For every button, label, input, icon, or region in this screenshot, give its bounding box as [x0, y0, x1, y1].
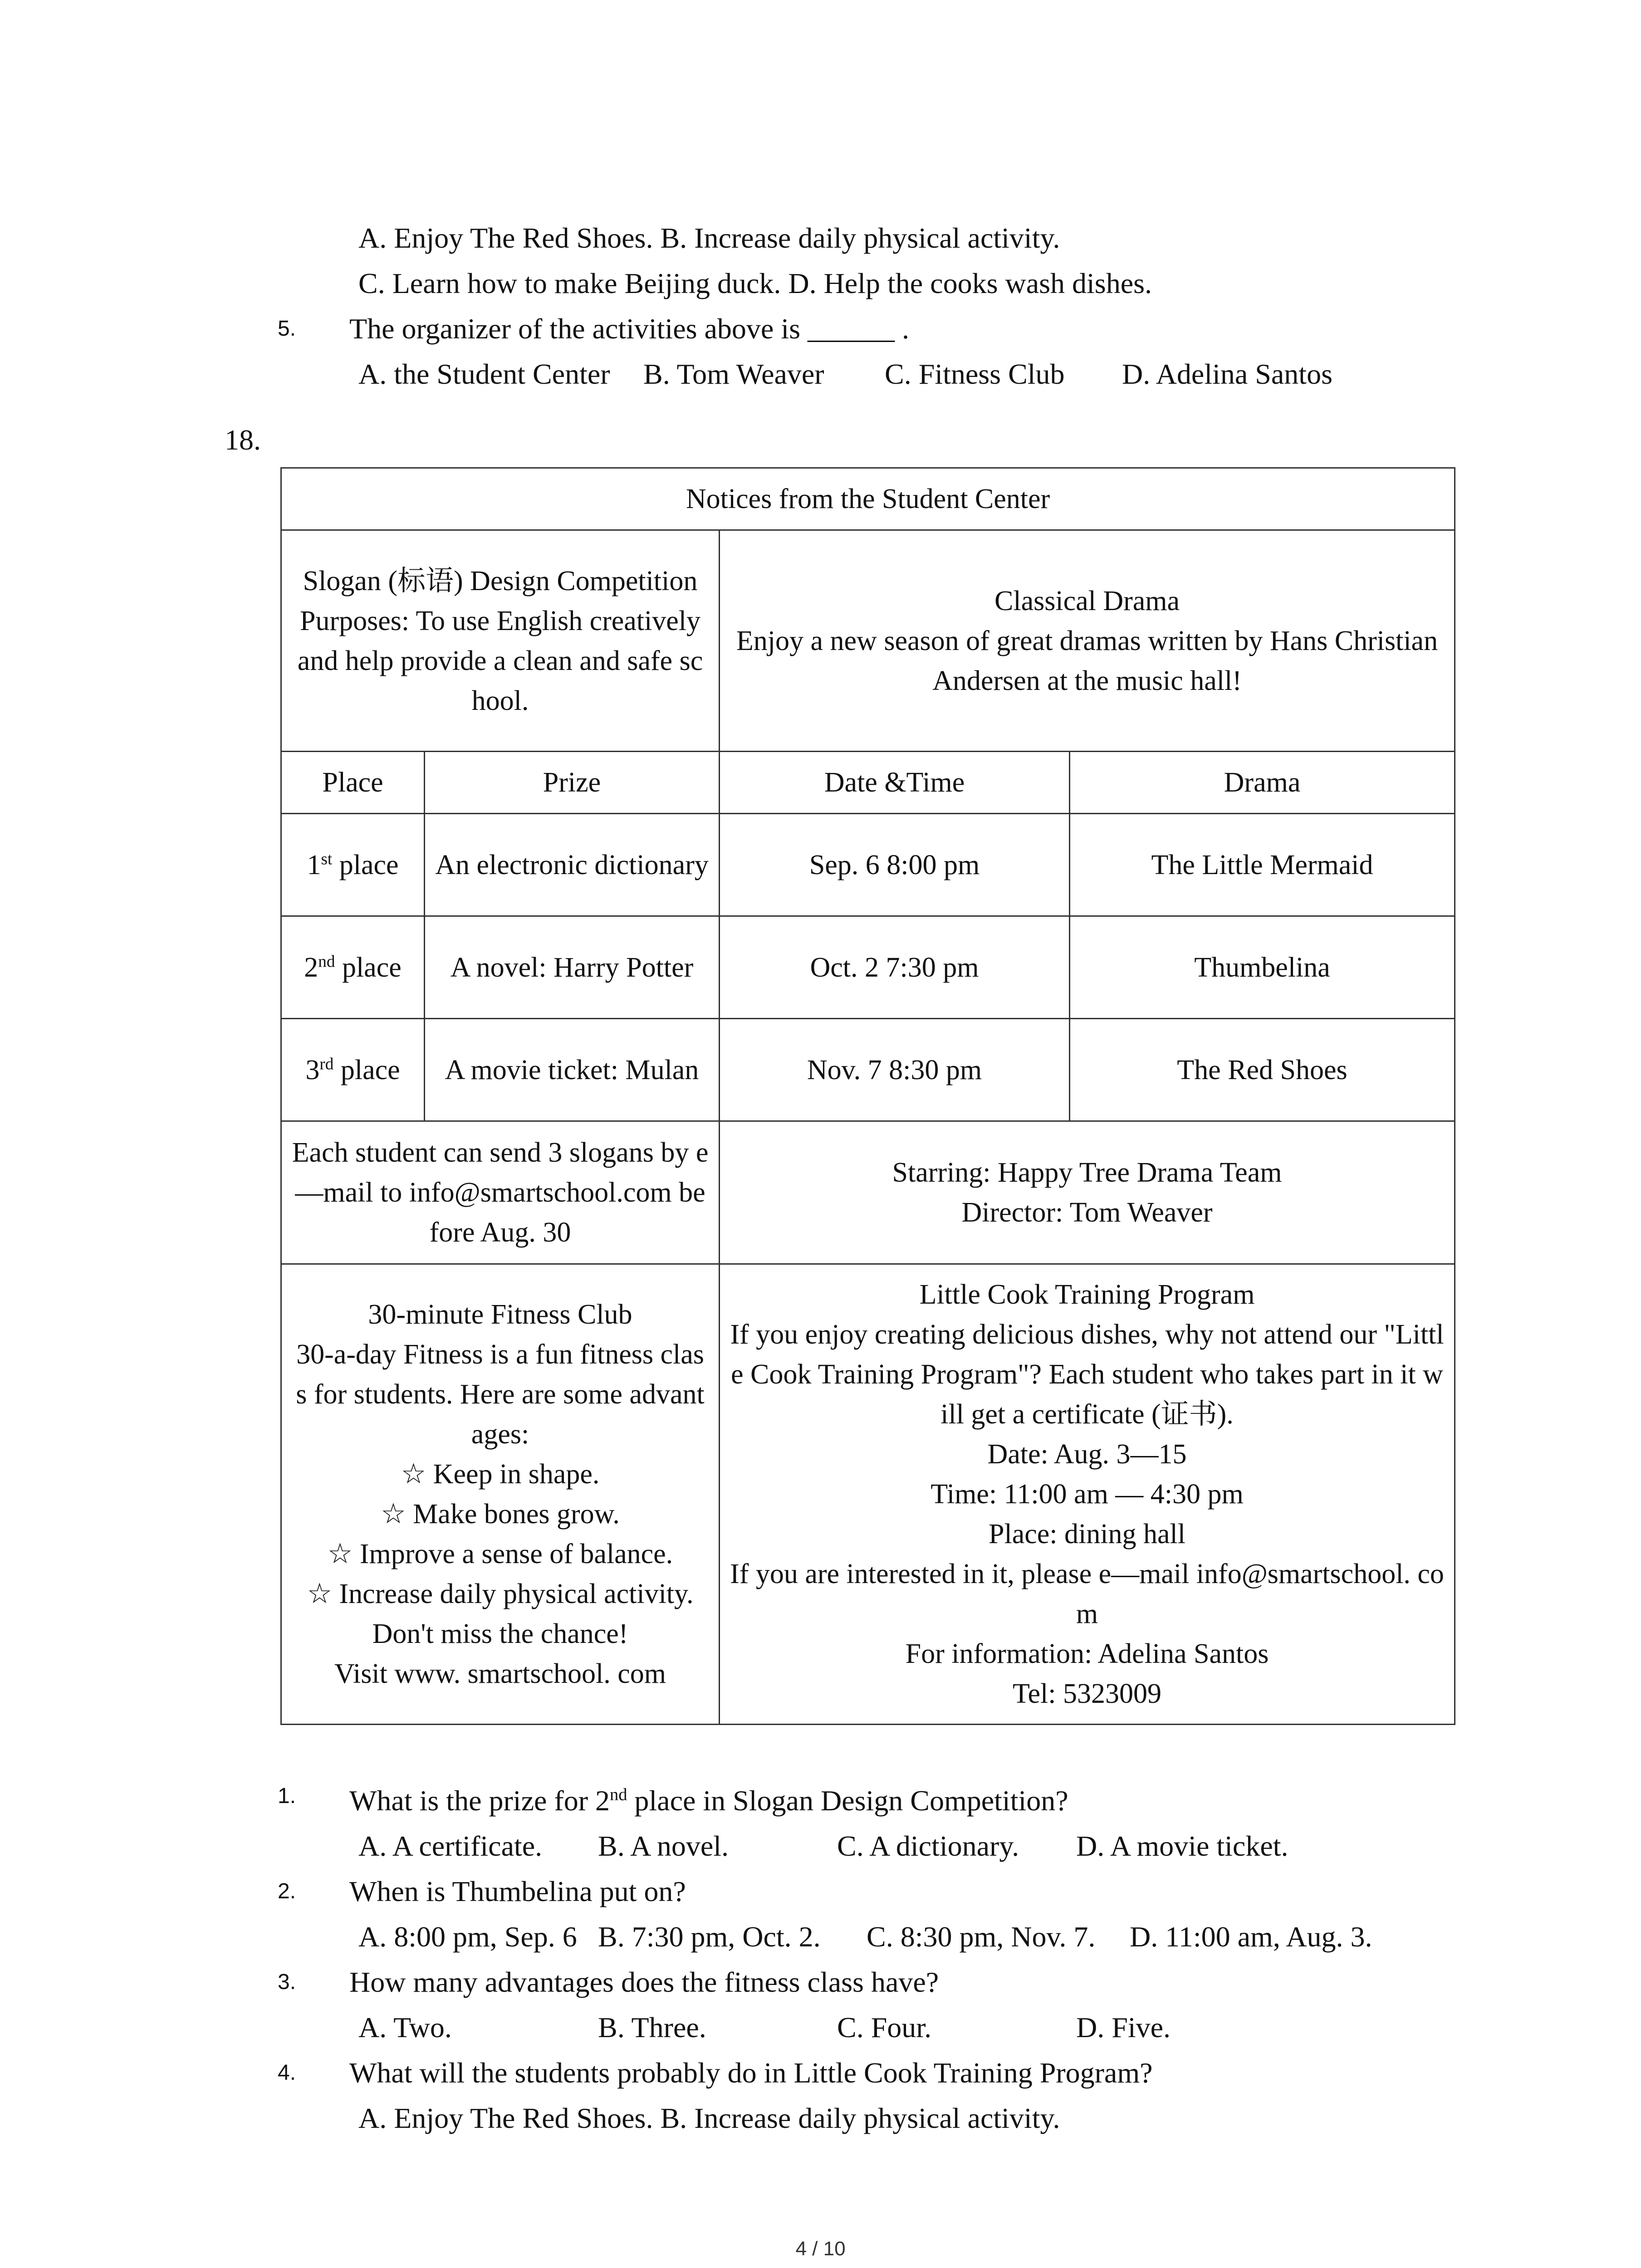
q4-options-line1: A. Enjoy The Red Shoes. B. Increase daily physical activity. [358, 222, 1060, 254]
place-cell [281, 814, 425, 916]
place-suffix: st [321, 849, 333, 868]
cook-place: Place: dining hall [989, 1519, 1185, 1549]
q3-option-d: D. Five. [1076, 2011, 1171, 2043]
place-cell [281, 1019, 425, 1121]
q3-options [358, 2009, 1447, 2046]
drama-cell: The Little Mermaid [1070, 814, 1455, 916]
q1-text-sup: nd [610, 1785, 627, 1804]
prize-cell: A movie ticket: Mulan [425, 1019, 720, 1121]
drama-intro-cell [720, 530, 1455, 752]
q1-number: 1. [278, 1784, 296, 1808]
cook-info: For information: Adelina Santos [905, 1638, 1269, 1669]
prize-cell: An electronic dictionary [425, 814, 720, 916]
slogan-submit-cell: Each student can send 3 slogans by e—mail to info@smartschool.com before Aug. 30 [281, 1121, 720, 1264]
fitness-item: ☆ Improve a sense of balance. [327, 1539, 673, 1569]
drama-desc: Enjoy a new season of great dramas written by Hans Christian Andersen at the music hall! [736, 625, 1438, 696]
q4-options-line: A. Enjoy The Red Shoes. B. Increase daily physical activity. [358, 2102, 1060, 2134]
cook-cell [720, 1264, 1455, 1725]
fitness-item: ☆ Make bones grow. [381, 1499, 620, 1530]
datetime-cell: Nov. 7 8:30 pm [720, 1019, 1070, 1121]
slogan-intro-cell [281, 530, 720, 752]
cook-title: Little Cook Training Program [919, 1279, 1255, 1310]
page-number: 4 / 10 [795, 2238, 846, 2260]
place-suffix: nd [318, 952, 335, 971]
datetime-cell: Sep. 6 8:00 pm [720, 814, 1070, 916]
q2-option-a: A. 8:00 pm, Sep. 6 [358, 1921, 577, 1953]
q1-option-d: D. A movie ticket. [1076, 1830, 1288, 1862]
prize-cell: A novel: Harry Potter [425, 916, 720, 1019]
place-word: place [335, 952, 402, 983]
q4-number: 4. [278, 2061, 296, 2085]
place-word: place [333, 1054, 400, 1085]
place-word: place [332, 849, 399, 880]
q1-text-after: place in Slogan Design Competition? [627, 1784, 1068, 1817]
intro-row [281, 530, 1455, 752]
place-number: 2 [304, 952, 318, 983]
programs-row [281, 1264, 1455, 1725]
section-number: 18. [225, 424, 261, 456]
slogan-purpose: Purposes: To use English creatively and help provide a clean and safe school. [297, 605, 703, 716]
table-row [281, 916, 1455, 1019]
drama-starring: Starring: Happy Tree Drama Team [892, 1157, 1282, 1188]
cook-date: Date: Aug. 3—15 [987, 1439, 1187, 1470]
notice-table [280, 467, 1455, 1725]
q2-option-c: C. 8:30 pm, Nov. 7. [867, 1921, 1096, 1953]
fitness-item: ☆ Keep in shape. [401, 1459, 600, 1490]
q4-text: What will the students probably do in Little Cook Training Program? [349, 2057, 1153, 2089]
place-cell [281, 916, 425, 1019]
q1-option-a: A. A certificate. [358, 1830, 543, 1862]
drama-title: Classical Drama [994, 585, 1180, 616]
q5-option-d: D. Adelina Santos [1122, 358, 1332, 390]
fitness-cell [281, 1264, 720, 1725]
q5-options [358, 356, 1447, 392]
place-number: 3 [305, 1054, 320, 1085]
q3-option-a: A. Two. [358, 2011, 452, 2043]
fitness-item: ☆ Increase daily physical activity. [307, 1579, 694, 1609]
q3-text: How many advantages does the fitness class have? [349, 1966, 939, 1998]
fitness-desc: 30-a-day Fitness is a fun fitness class for students. Here are some advantages: [296, 1339, 705, 1450]
q5-option-a: A. the Student Center [358, 358, 610, 390]
cook-email: If you are interested in it, please e—mail info@smartschool. com [730, 1559, 1444, 1629]
col-header-prize: Prize [425, 752, 720, 814]
table-header: Notices from the Student Center [281, 468, 1455, 530]
q1-text-before: What is the prize for 2 [349, 1784, 610, 1817]
table-row [281, 814, 1455, 916]
q1-option-b: B. A novel. [598, 1830, 729, 1862]
q2-option-d: D. 11:00 am, Aug. 3. [1130, 1921, 1372, 1953]
q2-number: 2. [278, 1879, 296, 1903]
q5-text: The organizer of the activities above is ______ . [349, 313, 909, 345]
fitness-title: 30-minute Fitness Club [368, 1299, 632, 1330]
slogan-title: Slogan (标语) Design Competition [303, 565, 698, 596]
drama-credits-cell [720, 1121, 1455, 1264]
q2-options [358, 1919, 1447, 1955]
fitness-cta: Don't miss the chance! [372, 1618, 628, 1649]
fitness-visit: Visit www. smartschool. com [334, 1658, 666, 1689]
q5-option-c: C. Fitness Club [885, 358, 1065, 390]
cook-tel: Tel: 5323009 [1012, 1678, 1161, 1709]
q3-option-c: C. Four. [837, 2011, 932, 2043]
q2-option-b: B. 7:30 pm, Oct. 2. [598, 1921, 821, 1953]
q3-option-b: B. Three. [598, 2011, 706, 2043]
q1-option-c: C. A dictionary. [837, 1830, 1019, 1862]
drama-cell: Thumbelina [1070, 916, 1455, 1019]
place-number: 1 [307, 849, 321, 880]
q5-number: 5. [278, 317, 296, 341]
drama-cell: The Red Shoes [1070, 1019, 1455, 1121]
cook-desc: If you enjoy creating delicious dishes, why not attend our "Little Cook Training Program"? Each student who takes part in it will get a certificate (证书). [730, 1319, 1444, 1430]
col-header-datetime: Date &Time [720, 752, 1070, 814]
q1-options [358, 1828, 1447, 1864]
place-suffix: rd [319, 1054, 334, 1073]
table-header-row [281, 468, 1455, 530]
details-row [281, 1121, 1455, 1264]
cook-time: Time: 11:00 am — 4:30 pm [931, 1479, 1244, 1510]
col-header-drama: Drama [1070, 752, 1455, 814]
q2-text: When is Thumbelina put on? [349, 1875, 686, 1907]
col-header-place: Place [281, 752, 425, 814]
q4-options-line2: C. Learn how to make Beijing duck. D. Help the cooks wash dishes. [358, 267, 1152, 299]
q5-option-b: B. Tom Weaver [643, 358, 824, 390]
drama-director: Director: Tom Weaver [961, 1197, 1213, 1228]
table-row [281, 1019, 1455, 1121]
datetime-cell: Oct. 2 7:30 pm [720, 916, 1070, 1019]
q3-number: 3. [278, 1970, 296, 1994]
q1-text [349, 1783, 1068, 1819]
column-header-row [281, 752, 1455, 814]
